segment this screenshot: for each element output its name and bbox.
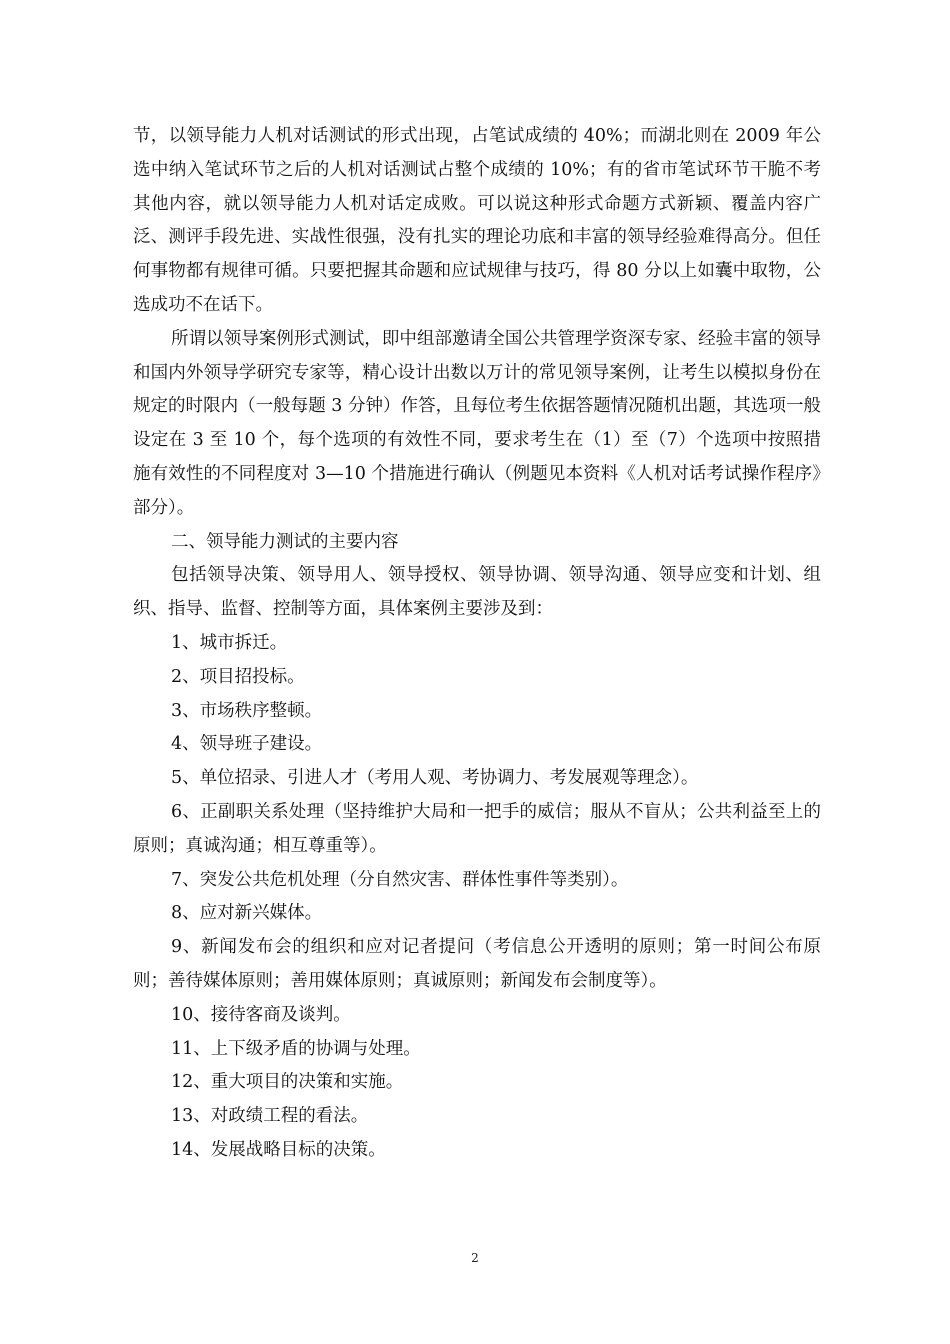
list-item: 13、对政绩工程的看法。 [171, 1106, 369, 1127]
list-item: 12、重大项目的决策和实施。 [171, 1072, 404, 1093]
list-item: 11、上下级矛盾的协调与处理。 [171, 1038, 421, 1059]
list-item: 1、城市拆迁。 [171, 632, 288, 653]
list-item: 7、突发公共危机处理（分自然灾害、群体性事件等类别）。 [171, 869, 629, 890]
list-item: 9、新闻发布会的组织和应对记者提问（考信息公开透明的原则；第一时间公布原则；善待媒体原则；善用媒体原则；真诚原则；新闻发布会制度等）。 [133, 937, 821, 991]
list-item: 10、接待客商及谈判。 [171, 1004, 351, 1025]
section-heading: 二、领导能力测试的主要内容 [171, 531, 399, 552]
list-item: 2、项目招投标。 [171, 666, 305, 687]
list-item: 8、应对新兴媒体。 [171, 903, 323, 924]
list-item: 5、单位招录、引进人才（考用人观、考协调力、考发展观等理念）。 [171, 768, 699, 789]
paragraph-case-test-definition: 所谓以领导案例形式测试，即中组部邀请全国公共管理学资深专家、经验丰富的领导和国内外领导学研究专家等，精心设计出数以万计的常见领导案例，让考生以模拟身份在规定的时限内（一般每题 3 分钟）作答，且每位考生依据答题情况随机出题，其选项一般设定在 3 至 10 个，每个选项的有效性不同，要求考生在（1）至（7）个选项中按照措施有效性的不同程度对 3—10 个措施进行确认（例题见本资料《人机对话考试操作程序》部分）。 [133, 328, 821, 518]
document-body [133, 120, 821, 1168]
page-number: 2 [471, 1251, 479, 1265]
list-item: 14、发展战略目标的决策。 [171, 1139, 386, 1160]
paragraph-continuation: 节，以领导能力人机对话测试的形式出现，占笔试成绩的 40%；而湖北则在 2009 年公选中纳入笔试环节之后的人机对话测试占整个成绩的 10%；有的省市笔试环节干脆不考其他内容，就以领导能力人机对话定成败。可以说这种形式命题方式新颖、覆盖内容广泛、测评手段先进、实战性很强，没有扎实的理论功底和丰富的领导经验难得高分。但任何事物都有规律可循。只要把握其命题和应试规律与技巧，得 80 分以上如囊中取物，公选成功不在话下。 [133, 126, 821, 315]
paragraph-content-overview: 包括领导决策、领导用人、领导授权、领导协调、领导沟通、领导应变和计划、组织、指导、监督、控制等方面，具体案例主要涉及到： [133, 565, 821, 620]
list-item: 4、领导班子建设。 [171, 734, 323, 755]
list-item: 6、正副职关系处理（坚持维护大局和一把手的威信；服从不盲从；公共利益至上的原则；真诚沟通；相互尊重等）。 [133, 801, 821, 856]
case-topic-list [133, 627, 821, 1168]
list-item: 3、市场秩序整顿。 [171, 700, 323, 721]
